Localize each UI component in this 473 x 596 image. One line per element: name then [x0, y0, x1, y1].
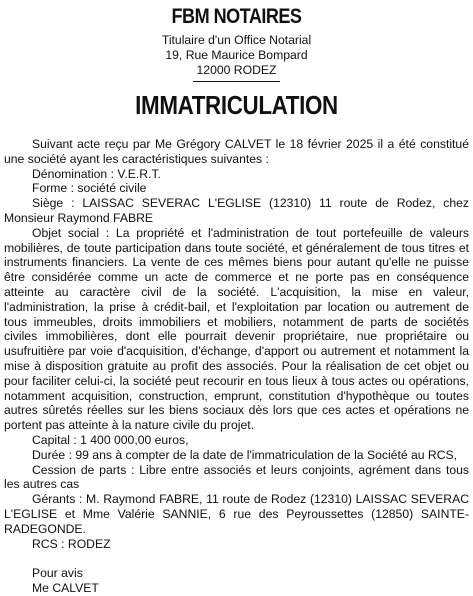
notice-title: IMMATRICULATION	[135, 90, 338, 120]
rcs-paragraph: RCS : RODEZ	[32, 536, 111, 551]
firm-address-line3: 12000 RODEZ	[196, 63, 277, 77]
signature-pour-avis: Pour avis	[32, 566, 83, 581]
capital-paragraph: Capital : 1 400 000,00 euros,	[32, 432, 189, 447]
intro-paragraph: Suivant acte reçu par Me Grégory CALVET le 18 février 2025 il a été constitué une société ayant les caractéristiques suivantes :	[4, 137, 469, 166]
siege-paragraph: Siège : LAISSAC SEVERAC L'EGLISE (12310) 11 route de Rodez, chez Monsieur Raymond FABRE	[4, 196, 469, 225]
duree-paragraph: Durée : 99 ans à compter de la date de l'immatriculation de la Société au RCS,	[32, 447, 458, 462]
denomination-paragraph: Dénomination : V.E.R.T.	[32, 166, 161, 181]
firm-address-line2: 19, Rue Maurice Bompard	[165, 48, 308, 62]
cession-paragraph: Cession de parts : Libre entre associés et leurs conjoints, agrément dans tous les autres cas	[4, 462, 469, 492]
objet-paragraph: Objet social : La propriété et l'administration de tout portefeuille de valeurs mobilières, de toute participation dans toute société, et généralement de tous titres et instruments financiers. La vente de ces mêmes biens pour autant qu'elle ne puisse être considérée comme un acte de commerce et ne porte pas en conséquence atteinte au caractère civil de la société. L'acquisition, la mise en valeur, l'administration, la prise à crédit-bail, et l'exploitation par location ou autrement de tous immeubles, droits immobiliers et mobiliers, notamment de parts de sociétés civiles immobilières, dont elle pourrait devenir propriétaire, nue propriétaire ou usufruitière par voie d'acquisition, d'échange, d'apport ou autrement et notamment la mise à disposition gratuite au profit des associés. Pour la réalisation de cet objet ou pour faciliter celui-ci, la société peut recourir en tous lieux à tous actes ou opérations, notamment acquisition, construction, emprunt, constitution d'hypothèque ou toutes autres sûretés réelles sur les biens sociaux dès lors que ces actes et opérations ne portent pas atteinte à la nature civile du projet.	[4, 225, 469, 433]
firm-address-line1: Titulaire d'un Office Notarial	[161, 33, 312, 47]
notice-body	[4, 137, 469, 596]
signature-name: Me CALVET	[32, 580, 99, 595]
gerants-paragraph: Gérants : M. Raymond FABRE, 11 route de Rodez (12310) LAISSAC SEVERAC L'EGLISE et Mme Valérie SANNIE, 6 rue des Peyroussettes (12850) SAINTE-RADEGONDE.	[4, 492, 469, 536]
firm-name: FBM NOTAIRES	[171, 5, 302, 28]
header-divider	[193, 81, 280, 82]
forme-paragraph: Forme : société civile	[32, 181, 147, 196]
